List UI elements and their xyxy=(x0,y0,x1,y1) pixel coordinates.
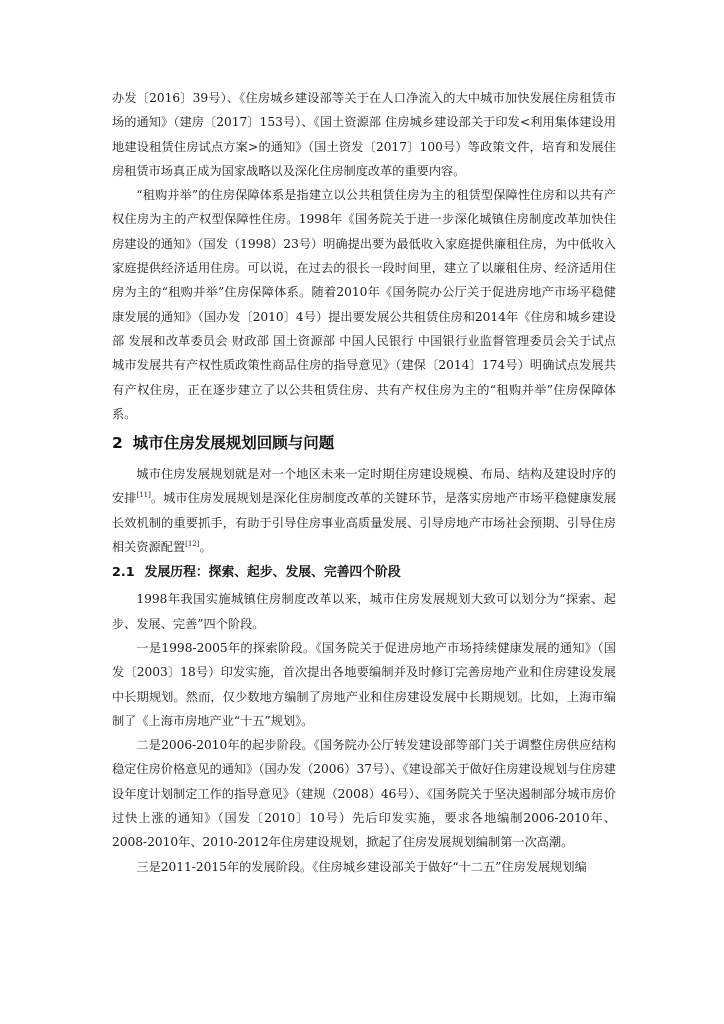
body-paragraph: 一是1998-2005年的探索阶段。《国务院关于促进房地产市场持续健康发展的通知》（国发〔2003〕18号）印发实施，首次提出各地要编制并及时修订完善房地产业和住房建设发展中长期规划。然而，仅少数地方编制了房地产业和住房建设发展中长期规划。比如，上海市编制了《上海市房地产业“十五”规划》。 xyxy=(112,640,616,728)
section-title: 城市住房发展规划回顾与问题 xyxy=(132,434,335,453)
body-paragraph: 1998年我国实施城镇住房制度改革以来，城市住房发展规划大致可以划分为“探索、起步、发展、完善”四个阶段。 xyxy=(112,592,616,631)
body-paragraph: 二是2006-2010年的起步阶段。《国务院办公厅转发建设部等部门关于调整住房供应结构稳定住房价格意见的通知》（国办发（2006）37号）、《建设部关于做好住房建设规划与住房建设年度计划制定工作的指导意见》（建规（2008）46号）、《国务院关于坚决遏制部分城市房价过快上涨的通知》（国发〔2010〕10号）先后印发实施，要求各地编制2006-2010年、2008-2010年、2010-2012年住房建设规划，掀起了住房发展规划编制第一次高潮。 xyxy=(112,738,616,850)
body-paragraph: “租购并举”的住房保障体系是指建立以公共租赁住房为主的租赁型保障性住房和以共有产权住房为主的产权型保障性住房。1998年《国务院关于进一步深化城镇住房制度改革加快住房建设的通知》（国发（1998）23号）明确提出要为最低收入家庭提供廉租住房，为中低收入家庭提供经济适用住房。可以说，在过去的很长一段时间里，建立了以廉租住房、经济适用住房为主的“租购并举”住房保障体系。随着2010年《国务院办公厅关于促进房地产市场平稳健康发展的通知》（国办发〔2010〕4号）提出要发展公共租赁住房和2014年《住房和城乡建设部 发展和改革委员会 财政部 国土资源部 中国人民银行 中国银行业监督管理委员会关于试点城市发展共有产权性质政策性商品住房的指导意见》（建保〔2014〕174号）明确试点发展共有产权住房，正在逐步建立了以公共租赁住房、共有产权住房为主的“租购并举”住房保障体系。 xyxy=(112,188,617,421)
section-number: 2 xyxy=(112,434,123,453)
subsection-title: 发展历程：探索、起步、发展、完善四个阶段 xyxy=(144,565,401,581)
citation-ref: [11] xyxy=(136,491,151,500)
citation-ref: [12] xyxy=(185,539,200,548)
body-paragraph: 办发〔2016〕39号）、《住房城乡建设部等关于在人口净流入的大中城市加快发展住房租赁市场的通知》（建房〔2017〕153号）、《国土资源部 住房城乡建设部关于印发<利用集体建设用地建设租赁住房试点方案>的通知》（国土资发〔2017〕100号）等政策文件，培育和发展住房租赁市场真正成为国家战略以及深化住房制度改革的重要内容。 xyxy=(112,91,616,178)
body-paragraph: 三是2011-2015年的发展阶段。《住房城乡建设部关于做好“十二五”住房发展规划编 xyxy=(136,859,587,874)
paragraph-text: 。 xyxy=(199,540,212,555)
body-paragraph xyxy=(112,462,616,559)
paragraph-text: 。城市住房发展规划是深化住房制度改革的关键环节，是落实房地产市场平稳健康发展长效机制的重要抓手，有助于引导住房事业高质量发展、引导房地产市场社会预期、引导住房相关资源配置 xyxy=(112,491,617,555)
section-heading xyxy=(112,432,616,454)
paragraph-text: 城市住房发展规划就是对一个地区未来一定时期住房建设规模、布局、结构及建设时序的安排 xyxy=(112,467,616,506)
page-content xyxy=(112,86,616,879)
subsection-heading xyxy=(112,561,616,585)
subsection-number: 2.1 xyxy=(112,565,135,581)
